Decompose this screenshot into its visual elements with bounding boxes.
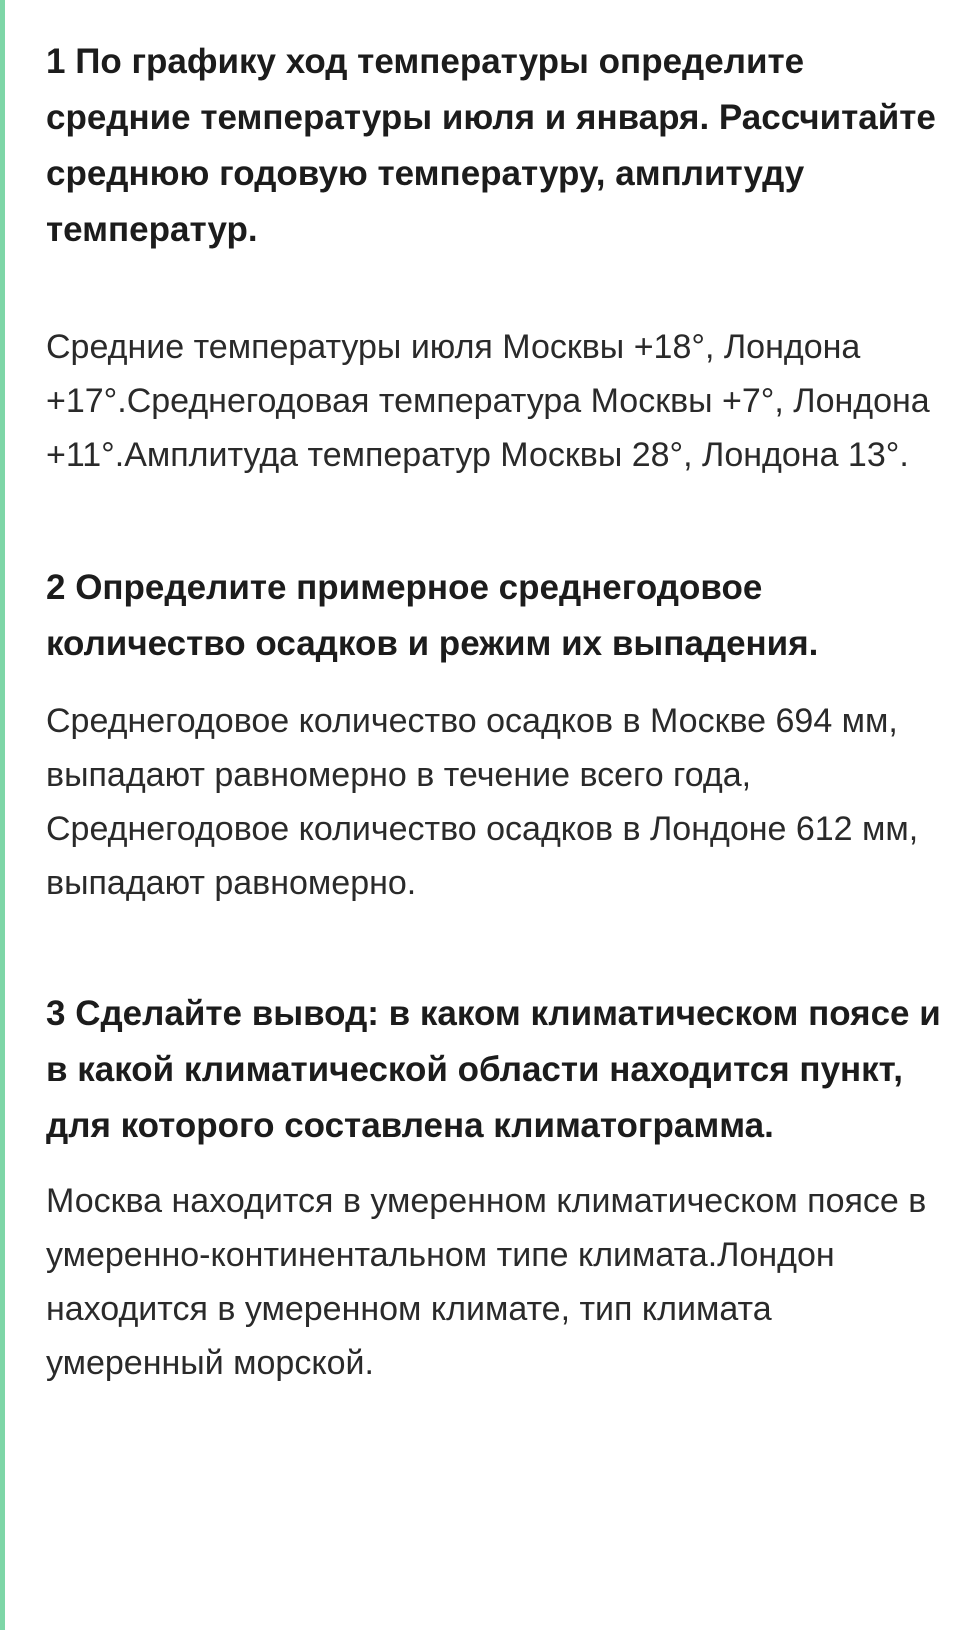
answer-2-text: Среднегодовое количество осадков в Москве 694 мм, выпадают равномерно в течение всего года, Среднегодовое количество осадков в Лондоне 612 мм, выпадают равномерно.: [46, 702, 919, 902]
answer-content: [46, 34, 946, 1390]
question-3-text: 3 Сделайте вывод: в каком климатическом поясе и в какой климатической области находится пункт, для которого составлена климатограмма.: [46, 994, 941, 1145]
answer-3-text: Москва находится в умеренном климатическом поясе в умеренно-континентальном типе климата.Лондон находится в умеренном климате, тип климата умеренный морской.: [46, 1182, 927, 1382]
question-2-text: 2 Определите примерное среднегодовое количество осадков и режим их выпадения.: [46, 568, 819, 663]
question-1-text: 1 По графику ход температуры определите средние температуры июля и января. Рассчитайте среднюю годовую температуру, амплитуду температур.: [46, 42, 936, 249]
answer-accent-bar: [0, 0, 5, 1630]
answer-1-text: Средние температуры июля Москвы +18°, Лондона +17°.Среднегодовая температура Москвы +7°, Лондона +11°.Амплитуда температур Москвы 28°, Лондона 13°.: [46, 328, 930, 474]
